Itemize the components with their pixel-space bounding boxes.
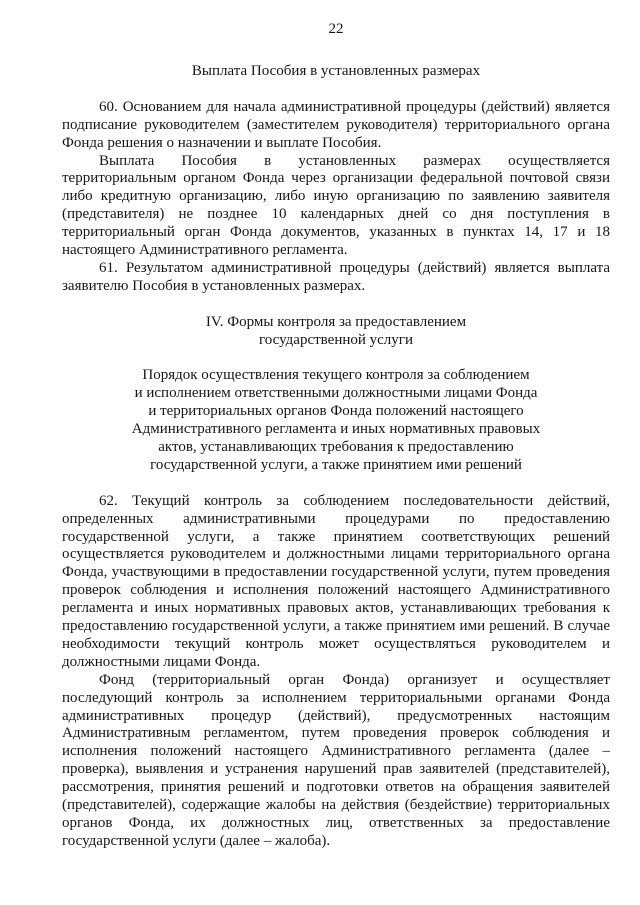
paragraph-line: заявителю Пособия в установленных размерах. [62,277,366,294]
title-line: IV. Формы контроля за предоставлением [205,313,467,330]
paragraph-line: Фонд (территориальный орган Фонда) организует и осуществляет [99,671,610,688]
paragraph [62,672,610,851]
payment-subsection-title [62,63,610,81]
control-paragraphs [62,493,610,851]
paragraph [62,99,610,153]
paragraph-line: предоставлению государственной услуги, а также принятием ими решений. В случае [62,618,610,635]
paragraph-line: территориальным органом Фонда через организации федеральной почтовой связи [62,170,610,187]
paragraph-line: (представителей), содержащие жалобы на действия (бездействие) территориальных [62,797,610,814]
paragraph-line: Фонда решения о назначении и выплате Пособия. [62,134,382,151]
paragraph-line: подписание руководителем (заместителем руководителя) территориального органа [62,116,610,133]
paragraph-line: органов Фонда, их должностных лиц, ответственных за предоставление [62,815,610,831]
paragraph-line: должностными лицами Фонда. [62,653,261,670]
paragraph-line: административных процедур (действий), предусмотренных настоящим [62,707,610,724]
title-line: Порядок осуществления текущего контроля за соблюдением [142,367,530,384]
paragraph-line: регламента и иных нормативных правовых актов, устанавливающих требования к [62,600,610,617]
paragraph-line: необходимости текущий контроль может осуществляться руководителем и [62,635,610,652]
title-line: и территориальных органов Фонда положений настоящего [148,403,524,420]
payment-paragraphs [62,99,610,296]
paragraph [62,153,610,260]
page-body [62,63,610,851]
paragraph-line: Административным регламентом, путем проведения проверок соблюдения и [62,725,610,742]
control-subsection-title [62,367,610,474]
paragraph-line: государственной услуги (далее – жалоба). [62,832,331,849]
paragraph-line: осуществляется руководителем и должностными лицами территориального органа [62,546,610,563]
title-line: и исполнением ответственными должностными лицами Фонда [134,385,538,402]
paragraph-line: Фонда, участвующими в предоставлении государственной услуги, путем проведения [62,564,610,581]
paragraph-line: государственной услуги, а также принятием соответствующих решений [62,528,610,545]
paragraph-line: исполнения положений настоящего Административного регламента (далее – [62,743,610,760]
title-line: государственной услуги, а также принятием ими решений [150,456,522,473]
paragraph-line: 62. Текущий контроль за соблюдением последовательности действий, [99,492,610,509]
paragraph-line: 61. Результатом административной процедуры (действий) является выплата [99,259,610,276]
section-title [62,314,610,350]
paragraph-line: либо кредитную организацию, либо иную организацию по заявлению заявителя [62,188,610,205]
paragraph-line: Выплата Пособия в установленных размерах осуществляется [99,152,610,169]
page-number: 22 [328,21,344,37]
paragraph-line: (представителя) не позднее 10 календарных дней со дня поступления в [62,206,610,223]
paragraph-line: проверок соблюдения и исполнения положений настоящего Административного [62,582,610,599]
title-line: Выплата Пособия в установленных размерах [191,63,481,79]
title-line: государственной услуги [259,331,413,348]
paragraph-line: 60. Основанием для начала административной процедуры (действий) является [99,98,610,115]
paragraph-line: определенных административными процедурами по предоставлению [62,510,610,527]
title-line: Административного регламента и иных нормативных правовых [131,421,541,438]
paragraph [62,493,610,672]
paragraph [62,260,610,296]
paragraph-line: рассмотрения, принятия решений и подготовки ответов на обращения заявителей [62,779,610,796]
paragraph-line: территориальный орган Фонда документов, указанных в пунктах 14, 17 и 18 [62,224,610,241]
paragraph-line: проверка), выявления и устранения нарушений прав заявителей (представителей), [62,761,610,778]
paragraph-line: настоящего Административного регламента. [62,242,348,259]
title-line: актов, устанавливающих требования к предоставлению [158,438,514,455]
paragraph-line: последующий контроль за исполнением территориальными органами Фонда [62,689,610,706]
